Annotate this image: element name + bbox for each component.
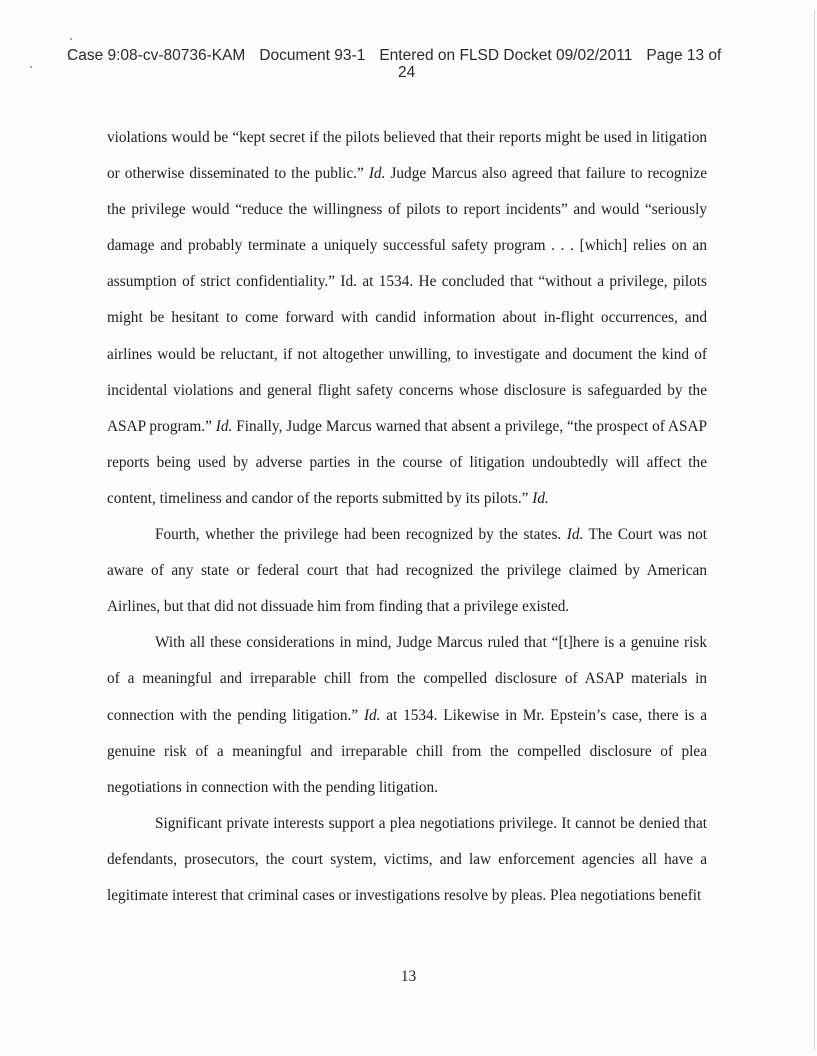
page-label: Page 13 of xyxy=(646,47,722,64)
scan-edge-line xyxy=(814,10,815,1050)
paragraph-1 xyxy=(107,120,707,517)
paragraph-4 xyxy=(107,806,707,914)
citation-id: Id. xyxy=(215,417,233,435)
citation-id: Id. xyxy=(566,526,584,544)
paragraph-text: Finally, Judge Marcus warned that absent a privilege, “the prospect of ASAP reports being used by adverse parties in the course of litigation undoubtedly will affect the content, timeliness and candor of the reports submitted by its pilots.” xyxy=(107,417,708,507)
body-text xyxy=(107,120,707,914)
paragraph-text: Judge Marcus also agreed that failure to recognize the privilege would “reduce the willingness of pilots to report incidents” and would “seriously damage and probably terminate a uniquely successful safety program . . . [which] relies on an assumption of strict confidentiality.” Id. at 1534. He concluded that “without a privilege, pilots might be hesitant to come forward with candid information about in-flight occurrences, and airlines would be reluctant, if not altogether unwilling, to investigate and document the kind of incidental violations and general flight safety concerns whose disclosure is safeguarded by the ASAP program.” xyxy=(107,165,707,435)
document-number: Document 93-1 xyxy=(259,47,366,64)
paragraph-text: at 1534. Likewise in Mr. Epstein’s case, there is a genuine risk of a meaningful and irreparable chill from the compelled disclosure of plea negotiations in connection with the pending litigation. xyxy=(107,706,708,796)
citation-id: Id. xyxy=(532,489,549,507)
paragraph-3 xyxy=(107,625,707,805)
case-number: Case 9:08-cv-80736-KAM xyxy=(67,47,246,64)
paragraph-text: The Court was not aware of any state or federal court that had recognized the privilege claimed by American Airlines, but that did not dissuade him from finding that a privilege existed. xyxy=(107,526,707,616)
scan-speck xyxy=(70,38,72,40)
page-number: 13 xyxy=(400,968,417,985)
entered-docket: Entered on FLSD Docket 09/02/2011 xyxy=(379,47,633,64)
citation-id: Id. xyxy=(368,165,386,183)
paragraph-2 xyxy=(107,517,707,625)
scan-speck xyxy=(30,66,32,68)
paragraph-text: Significant private interests support a plea negotiations privilege. It cannot be denied that defendants, prosecutors, the court system, victims, and law enforcement agencies all have a legitimate interest that criminal cases or investigations resolve by pleas. Plea negotiations benefit xyxy=(107,814,707,904)
paragraph-text: With all these considerations in mind, Judge Marcus ruled that “[t]here is a genuine risk of a meaningful and irreparable chill from the compelled disclosure of ASAP materials in connection with the pending litigation.” xyxy=(107,634,707,724)
paragraph-text: violations would be “kept secret if the pilots believed that their reports might be used in litigation or otherwise disseminated to the public.” xyxy=(107,129,707,183)
paragraph-text: Fourth, whether the privilege had been recognized by the states. xyxy=(155,526,567,544)
page-total: 24 xyxy=(398,64,416,81)
citation-id: Id. xyxy=(363,706,381,724)
docket-header xyxy=(67,47,747,81)
